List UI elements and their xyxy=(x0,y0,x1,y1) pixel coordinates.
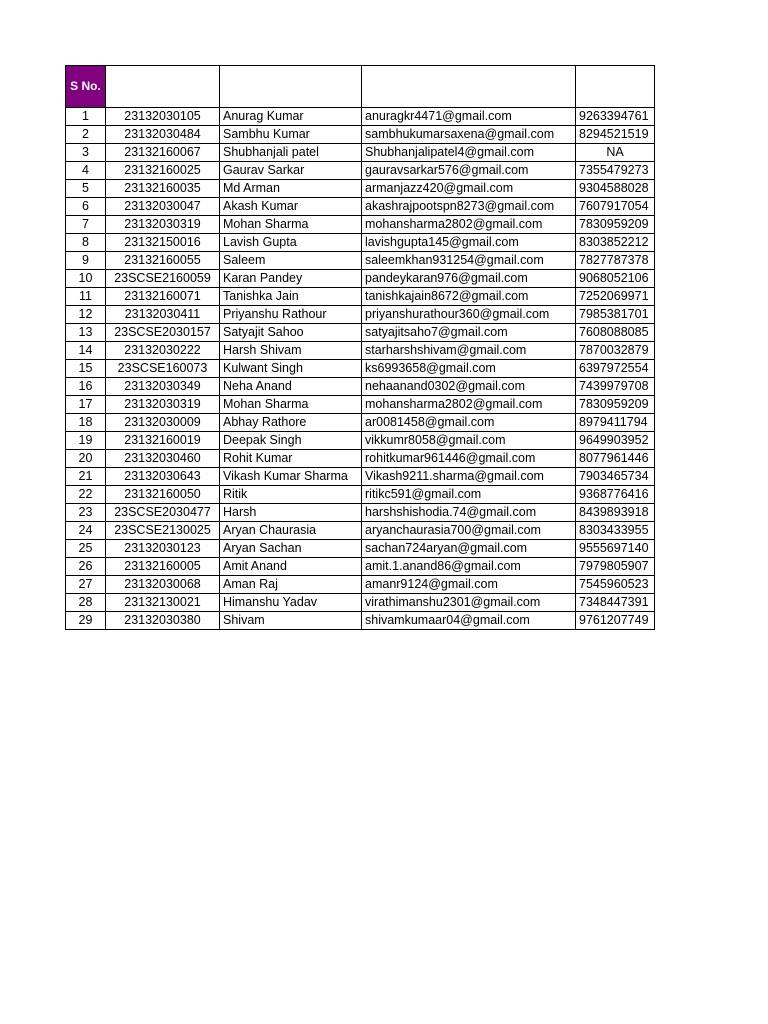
cell-email: ks6993658@gmail.com xyxy=(362,360,576,378)
cell-email: sambhukumarsaxena@gmail.com xyxy=(362,126,576,144)
cell-phone: 7545960523 xyxy=(576,576,655,594)
cell-serial-number: 21 xyxy=(66,468,106,486)
cell-phone: 7439979708 xyxy=(576,378,655,396)
cell-serial-number: 27 xyxy=(66,576,106,594)
cell-serial-number: 16 xyxy=(66,378,106,396)
cell-roll-number: 23132030009 xyxy=(106,414,220,432)
cell-phone: 7252069971 xyxy=(576,288,655,306)
cell-phone: 7830959209 xyxy=(576,216,655,234)
cell-phone: 7608088085 xyxy=(576,324,655,342)
cell-serial-number: 23 xyxy=(66,504,106,522)
cell-phone: 8303433955 xyxy=(576,522,655,540)
cell-roll-number: 23132030319 xyxy=(106,396,220,414)
cell-serial-number: 13 xyxy=(66,324,106,342)
cell-name: Shubhanjali patel xyxy=(220,144,362,162)
cell-name: Harsh Shivam xyxy=(220,342,362,360)
cell-phone: 7870032879 xyxy=(576,342,655,360)
header-email xyxy=(362,66,576,108)
cell-email: priyanshurathour360@gmail.com xyxy=(362,306,576,324)
cell-serial-number: 7 xyxy=(66,216,106,234)
cell-serial-number: 22 xyxy=(66,486,106,504)
table-row xyxy=(66,504,655,522)
cell-email: tanishkajain8672@gmail.com xyxy=(362,288,576,306)
cell-phone: 8303852212 xyxy=(576,234,655,252)
table-row xyxy=(66,108,655,126)
cell-email: satyajitsaho7@gmail.com xyxy=(362,324,576,342)
cell-email: rohitkumar961446@gmail.com xyxy=(362,450,576,468)
cell-roll-number: 23SCSE2030477 xyxy=(106,504,220,522)
table-row xyxy=(66,486,655,504)
cell-email: vikkumr8058@gmail.com xyxy=(362,432,576,450)
table-row xyxy=(66,396,655,414)
cell-name: Akash Kumar xyxy=(220,198,362,216)
cell-phone: 8077961446 xyxy=(576,450,655,468)
cell-phone: 6397972554 xyxy=(576,360,655,378)
cell-serial-number: 26 xyxy=(66,558,106,576)
cell-name: Lavish Gupta xyxy=(220,234,362,252)
cell-name: Rohit Kumar xyxy=(220,450,362,468)
cell-serial-number: 20 xyxy=(66,450,106,468)
cell-serial-number: 15 xyxy=(66,360,106,378)
table-row xyxy=(66,594,655,612)
cell-phone: 7903465734 xyxy=(576,468,655,486)
cell-phone: 7985381701 xyxy=(576,306,655,324)
cell-phone: 7355479273 xyxy=(576,162,655,180)
cell-phone: 7979805907 xyxy=(576,558,655,576)
cell-email: starharshshivam@gmail.com xyxy=(362,342,576,360)
cell-serial-number: 18 xyxy=(66,414,106,432)
cell-email: anuragkr4471@gmail.com xyxy=(362,108,576,126)
cell-phone: 8439893918 xyxy=(576,504,655,522)
cell-roll-number: 23132030643 xyxy=(106,468,220,486)
header-serial-number: S No. xyxy=(66,66,106,108)
cell-serial-number: 29 xyxy=(66,612,106,630)
cell-name: Md Arman xyxy=(220,180,362,198)
cell-name: Himanshu Yadav xyxy=(220,594,362,612)
cell-name: Satyajit Sahoo xyxy=(220,324,362,342)
student-table xyxy=(65,65,655,630)
header-phone xyxy=(576,66,655,108)
cell-name: Vikash Kumar Sharma xyxy=(220,468,362,486)
cell-email: mohansharma2802@gmail.com xyxy=(362,396,576,414)
header-name xyxy=(220,66,362,108)
cell-serial-number: 10 xyxy=(66,270,106,288)
cell-serial-number: 25 xyxy=(66,540,106,558)
cell-serial-number: 28 xyxy=(66,594,106,612)
table-row xyxy=(66,162,655,180)
cell-serial-number: 14 xyxy=(66,342,106,360)
cell-roll-number: 23132030349 xyxy=(106,378,220,396)
cell-roll-number: 23SCSE160073 xyxy=(106,360,220,378)
cell-name: Amit Anand xyxy=(220,558,362,576)
cell-phone: 7348447391 xyxy=(576,594,655,612)
cell-phone: 9263394761 xyxy=(576,108,655,126)
cell-phone: 9068052106 xyxy=(576,270,655,288)
table-row xyxy=(66,432,655,450)
table-row xyxy=(66,324,655,342)
cell-roll-number: 23132030123 xyxy=(106,540,220,558)
cell-phone: 9304588028 xyxy=(576,180,655,198)
cell-roll-number: 23132160067 xyxy=(106,144,220,162)
table-row xyxy=(66,468,655,486)
cell-name: Neha Anand xyxy=(220,378,362,396)
cell-serial-number: 24 xyxy=(66,522,106,540)
table-row xyxy=(66,558,655,576)
cell-serial-number: 17 xyxy=(66,396,106,414)
cell-serial-number: 6 xyxy=(66,198,106,216)
table-row xyxy=(66,126,655,144)
cell-roll-number: 23132030411 xyxy=(106,306,220,324)
cell-roll-number: 23132030068 xyxy=(106,576,220,594)
cell-roll-number: 23132030460 xyxy=(106,450,220,468)
cell-email: mohansharma2802@gmail.com xyxy=(362,216,576,234)
cell-roll-number: 23132160071 xyxy=(106,288,220,306)
table-row xyxy=(66,270,655,288)
cell-roll-number: 23SCSE2130025 xyxy=(106,522,220,540)
cell-phone: 9368776416 xyxy=(576,486,655,504)
cell-phone: 9761207749 xyxy=(576,612,655,630)
cell-email: Vikash9211.sharma@gmail.com xyxy=(362,468,576,486)
cell-email: aryanchaurasia700@gmail.com xyxy=(362,522,576,540)
cell-name: Sambhu Kumar xyxy=(220,126,362,144)
cell-roll-number: 23132030380 xyxy=(106,612,220,630)
cell-name: Karan Pandey xyxy=(220,270,362,288)
cell-serial-number: 11 xyxy=(66,288,106,306)
cell-name: Aryan Sachan xyxy=(220,540,362,558)
cell-name: Saleem xyxy=(220,252,362,270)
cell-name: Aman Raj xyxy=(220,576,362,594)
cell-name: Tanishka Jain xyxy=(220,288,362,306)
table-row xyxy=(66,216,655,234)
cell-email: ar0081458@gmail.com xyxy=(362,414,576,432)
cell-roll-number: 23132030222 xyxy=(106,342,220,360)
cell-phone: 8979411794 xyxy=(576,414,655,432)
cell-name: Mohan Sharma xyxy=(220,216,362,234)
cell-serial-number: 12 xyxy=(66,306,106,324)
cell-roll-number: 23132160019 xyxy=(106,432,220,450)
cell-roll-number: 23132160055 xyxy=(106,252,220,270)
cell-roll-number: 23SCSE2030157 xyxy=(106,324,220,342)
cell-roll-number: 23132030319 xyxy=(106,216,220,234)
cell-serial-number: 4 xyxy=(66,162,106,180)
table-row xyxy=(66,252,655,270)
cell-email: pandeykaran976@gmail.com xyxy=(362,270,576,288)
cell-name: Abhay Rathore xyxy=(220,414,362,432)
cell-name: Kulwant Singh xyxy=(220,360,362,378)
cell-phone: 9649903952 xyxy=(576,432,655,450)
cell-serial-number: 2 xyxy=(66,126,106,144)
cell-roll-number: 23132160005 xyxy=(106,558,220,576)
table-body xyxy=(66,108,655,630)
table-row xyxy=(66,342,655,360)
table-row xyxy=(66,450,655,468)
cell-email: Shubhanjalipatel4@gmail.com xyxy=(362,144,576,162)
cell-name: Ritik xyxy=(220,486,362,504)
cell-email: armanjazz420@gmail.com xyxy=(362,180,576,198)
cell-email: harshshishodia.74@gmail.com xyxy=(362,504,576,522)
table-row xyxy=(66,378,655,396)
table-row xyxy=(66,288,655,306)
cell-roll-number: 23132150016 xyxy=(106,234,220,252)
cell-name: Shivam xyxy=(220,612,362,630)
cell-name: Mohan Sharma xyxy=(220,396,362,414)
table-row xyxy=(66,180,655,198)
cell-name: Anurag Kumar xyxy=(220,108,362,126)
header-row xyxy=(66,66,655,108)
cell-roll-number: 23132160035 xyxy=(106,180,220,198)
cell-phone: NA xyxy=(576,144,655,162)
cell-email: virathimanshu2301@gmail.com xyxy=(362,594,576,612)
cell-roll-number: 23132160050 xyxy=(106,486,220,504)
cell-serial-number: 5 xyxy=(66,180,106,198)
cell-name: Harsh xyxy=(220,504,362,522)
cell-name: Priyanshu Rathour xyxy=(220,306,362,324)
table-row xyxy=(66,234,655,252)
cell-phone: 8294521519 xyxy=(576,126,655,144)
table-row xyxy=(66,522,655,540)
table-row xyxy=(66,144,655,162)
cell-name: Aryan Chaurasia xyxy=(220,522,362,540)
cell-email: nehaanand0302@gmail.com xyxy=(362,378,576,396)
cell-email: saleemkhan931254@gmail.com xyxy=(362,252,576,270)
table-row xyxy=(66,540,655,558)
table-row xyxy=(66,576,655,594)
cell-email: shivamkumaar04@gmail.com xyxy=(362,612,576,630)
table-row xyxy=(66,414,655,432)
cell-email: ritikc591@gmail.com xyxy=(362,486,576,504)
cell-roll-number: 23132160025 xyxy=(106,162,220,180)
table-row xyxy=(66,360,655,378)
table-row xyxy=(66,306,655,324)
cell-email: sachan724aryan@gmail.com xyxy=(362,540,576,558)
header-roll-number xyxy=(106,66,220,108)
table-row xyxy=(66,612,655,630)
cell-email: akashrajpootspn8273@gmail.com xyxy=(362,198,576,216)
cell-phone: 7607917054 xyxy=(576,198,655,216)
cell-email: gauravsarkar576@gmail.com xyxy=(362,162,576,180)
cell-email: amanr9124@gmail.com xyxy=(362,576,576,594)
cell-phone: 7827787378 xyxy=(576,252,655,270)
cell-phone: 7830959209 xyxy=(576,396,655,414)
cell-email: amit.1.anand86@gmail.com xyxy=(362,558,576,576)
cell-serial-number: 1 xyxy=(66,108,106,126)
cell-roll-number: 23132030105 xyxy=(106,108,220,126)
cell-serial-number: 3 xyxy=(66,144,106,162)
cell-roll-number: 23132130021 xyxy=(106,594,220,612)
cell-name: Gaurav Sarkar xyxy=(220,162,362,180)
cell-serial-number: 8 xyxy=(66,234,106,252)
cell-roll-number: 23132030047 xyxy=(106,198,220,216)
cell-serial-number: 9 xyxy=(66,252,106,270)
cell-phone: 9555697140 xyxy=(576,540,655,558)
cell-roll-number: 23SCSE2160059 xyxy=(106,270,220,288)
table-row xyxy=(66,198,655,216)
cell-email: lavishgupta145@gmail.com xyxy=(362,234,576,252)
cell-roll-number: 23132030484 xyxy=(106,126,220,144)
cell-serial-number: 19 xyxy=(66,432,106,450)
cell-name: Deepak Singh xyxy=(220,432,362,450)
